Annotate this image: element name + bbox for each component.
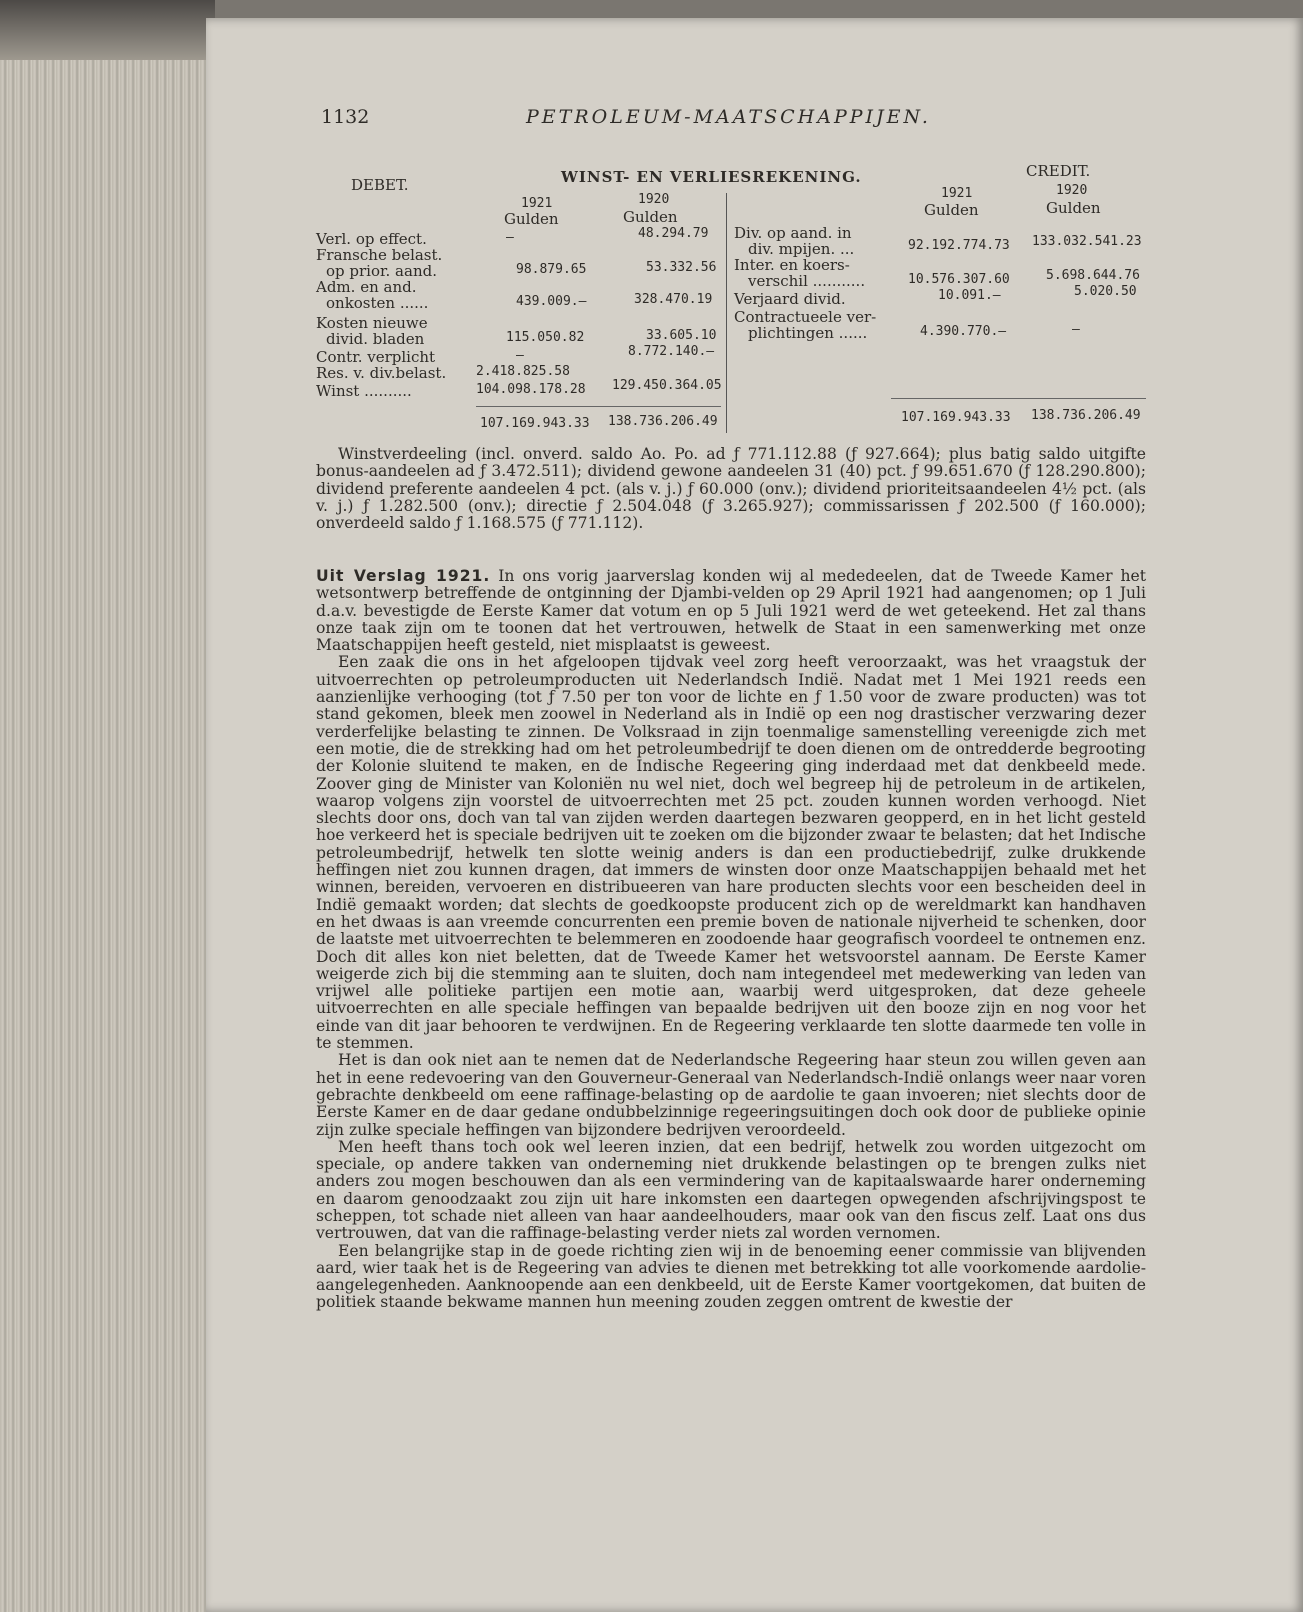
- credit-row-label-cont: div. mpijen. ...: [748, 240, 855, 258]
- report-heading: Uit Verslag 1921.: [316, 567, 491, 585]
- credit-year-1920: 1920: [1056, 183, 1088, 198]
- profit-loss-account: [316, 162, 1146, 438]
- debit-row-1920: 48.294.79: [638, 226, 709, 241]
- credit-row-1920: 133.032.541.23: [1032, 234, 1142, 249]
- credit-label: CREDIT.: [1026, 162, 1091, 180]
- debit-unit-1920: Gulden: [623, 208, 678, 226]
- credit-total-rule: [891, 398, 1146, 399]
- debit-row-1921: —: [516, 348, 524, 363]
- book-shadow: [0, 0, 215, 60]
- page-number: 1132: [321, 106, 370, 128]
- credit-total-1921: 107.169.943.33: [901, 410, 1011, 425]
- credit-row-1921: 92.192.774.73: [908, 238, 1010, 253]
- credit-row-label-cont: verschil ...........: [748, 272, 866, 290]
- debit-row-label-cont: onkosten ......: [326, 294, 429, 312]
- ledger-title: WINST- EN VERLIESREKENING.: [561, 168, 862, 186]
- credit-row-label: Div. op aand. in: [734, 224, 852, 242]
- running-title: PETROLEUM-MAATSCHAPPIJEN.: [526, 106, 931, 128]
- book-page-edges: [0, 0, 215, 1612]
- debit-row-1921: 98.879.65: [516, 262, 587, 277]
- credit-unit-1920: Gulden: [1046, 199, 1101, 217]
- report-paragraph-1: Uit Verslag 1921. In ons vorig jaarverslag konden wij al mededeelen, dat de Tweede Kamer het wetsontwerp betreffende de ontginning der Djambi-velden op 29 April 1921 had aangenomen; op 1 Juli d.a.v. bevestigde de Eerste Kamer dat votum en op 5 Juli 1921 werd de wet geteekend. Het zal thans onze taak zijn om te toonen dat het vertrouwen, hetwelk de Staat in een samenwerking met onze Maatschappijen heeft gesteld, niet misplaatst is geweest.: [316, 567, 1146, 655]
- report-paragraph: Men heeft thans toch ook wel leeren inzien, dat een bedrijf, hetwelk zou worden uitgezocht om speciale, op andere takken van onderneming niet drukkende belastingen op te brengen zulks niet anders zou mogen beschouwen dan als een vermindering van de kapitaalswaarde harer onderneming en daarom genoodzaakt zou zijn uit hare inkomsten een daartegen opwegenden afschrijvingspost te scheppen, tot schade niet alleen van haar aandeelhouders, maar ook van den fiscus zelf. Laat ons dus vertrouwen, dat van die raffinage-belasting verder niets zal worden vernomen.: [316, 1137, 1146, 1243]
- credit-row-1921: 10.091.—: [938, 288, 1001, 303]
- book-page: [206, 18, 1303, 1612]
- debit-row-1920: 8.772.140.—: [628, 344, 715, 359]
- debit-row-1920: 129.450.364.05: [612, 378, 722, 393]
- debit-row-label: Contr. verplicht: [316, 348, 436, 366]
- annual-report-excerpt: [316, 568, 1146, 1312]
- distribution-text: Winstverdeeling (incl. onverd. saldo Ao. Po. ad ƒ 771.112.88 (ƒ 927.664); plus batig saldo uitgifte bonus-aandeelen ad ƒ 3.472.511); dividend gewone aandeelen 31 (40) pct. ƒ 99.651.670 (ƒ 128.290.800); dividend preferente aandeelen 4 pct. (als v. j.) ƒ 60.000 (onv.); dividend prioriteitsaandeelen 4½ pct. (als v. j.) ƒ 1.282.500 (onv.); directie ƒ 2.504.048 (ƒ 3.265.927); commissarissen ƒ 202.500 (ƒ 160.000); onverdeeld saldo ƒ 1.168.575 (ƒ 771.112).: [316, 445, 1146, 533]
- report-paragraph: Een belangrijke stap in de goede richting zien wij in de benoeming eener commissie van blijvenden aard, wier taak het is de Regeering van advies te dienen met betrekking tot alle voorkomende aardolie-aangelegenheden. Aanknoopende aan een denkbeeld, uit de Eerste Kamer voortgekomen, dat buiten de politiek staande bekwame mannen hun meening zouden zeggen omtrent de kwestie der: [316, 1241, 1146, 1312]
- credit-row-label-cont: plichtingen ......: [748, 324, 868, 342]
- debit-unit-1921: Gulden: [504, 210, 559, 228]
- credit-row-1920: 5.020.50: [1074, 284, 1137, 299]
- debit-year-1921: 1921: [521, 196, 553, 211]
- report-paragraph: Het is dan ook niet aan te nemen dat de Nederlandsche Regeering haar steun zou willen geven aan het in eene redevoering van den Gouverneur-Generaal van Nederlandsch-Indië onlangs weer naar voren gebrachte denkbeeld om eene raffinage-belasting op de aardolie te gaan invoeren; niet slechts door de Eerste Kamer en de daar gedane ondubbelzinnige regeeringsuitingen doch ook door de publieke opinie zijn zulke speciale heffingen van bijzondere bedrijven veroordeeld.: [316, 1051, 1146, 1139]
- debit-row-label: Fransche belast.: [316, 246, 443, 264]
- debit-row-1921: 104.098.178.28: [476, 382, 586, 397]
- credit-row-1920: —: [1072, 322, 1080, 337]
- profit-distribution: [316, 446, 1146, 532]
- debit-row-label: Res. v. div.belast.: [316, 364, 447, 382]
- debit-row-label: Verl. op effect.: [316, 230, 427, 248]
- debit-row-label-cont: op prior. aand.: [326, 262, 437, 280]
- debit-total-1920: 138.736.206.49: [608, 414, 718, 429]
- debit-row-1921: 2.418.825.58: [476, 364, 570, 379]
- credit-row-label: Inter. en koers-: [734, 256, 850, 274]
- debit-row-label: Adm. en and.: [316, 278, 417, 296]
- debit-year-1920: 1920: [638, 192, 670, 207]
- credit-total-1920: 138.736.206.49: [1031, 408, 1141, 423]
- credit-row-1921: 4.390.770.—: [920, 324, 1007, 339]
- credit-unit-1921: Gulden: [924, 201, 979, 219]
- credit-row-label: Verjaard divid.: [734, 290, 846, 308]
- ledger-divider: [726, 193, 727, 433]
- debit-row-1921: 439.009.—: [516, 294, 587, 309]
- credit-row-label: Contractueele ver-: [734, 308, 877, 326]
- debit-label: DEBET.: [351, 176, 409, 194]
- debit-row-label: Winst ..........: [316, 382, 412, 400]
- debit-row-1920: 33.605.10: [646, 328, 717, 343]
- debit-row-1920: 53.332.56: [646, 260, 717, 275]
- credit-row-1921: 10.576.307.60: [908, 272, 1010, 287]
- debit-row-1920: 328.470.19: [634, 292, 713, 307]
- credit-row-1920: 5.698.644.76: [1046, 268, 1140, 283]
- debit-row-1921: —: [506, 230, 514, 245]
- debit-row-1921: 115.050.82: [506, 330, 585, 345]
- debit-total-1921: 107.169.943.33: [480, 416, 590, 431]
- debit-row-label-cont: divid. bladen: [326, 330, 425, 348]
- report-paragraph: Een zaak die ons in het afgeloopen tijdvak veel zorg heeft veroorzaakt, was het vraagstuk der uitvoerrechten op petroleumproducten uit Nederlandsch Indië. Nadat met 1 Mei 1921 reeds een aanzienlijke verhooging (tot ƒ 7.50 per ton voor de lichte en ƒ 1.50 voor de zware producten) was tot stand gekomen, bleek men zoowel in Nederland als in Indië op een nog drastischer verzwaring dezer verderfelijke belasting te zinnen. De Volksraad in zijn toenmalige samenstelling vereenigde zich met een motie, die de strekking had om het petroleumbedrijf te doen dienen om de ontredderde begrooting der Kolonie sluitend te maken, en de Indische Regeering ging inderdaad met dat denkbeeld mede. Zoover ging de Minister van Koloniën nu wel niet, doch wel begreep hij de petroleum in de artikelen, waarop volgens zijn voorstel de uitvoerrechten met 25 pct. zouden kunnen worden verhoogd. Niet slechts door ons, doch van tal van zijden werden daartegen bezwaren geopperd, en in het licht gesteld hoe verkeerd het is speciale bedrijven uit te zoeken om die bijzonder zwaar te belasten; dat het Indische petroleumbedrijf, hetwelk ten slotte weinig anders is dan een productiebedrijf, zulke drukkende heffingen niet zou kunnen dragen, dat immers de winsten door onze Maatschappijen behaald met het winnen, bereiden, vervoeren en distribueeren van hare producten slechts voor een bescheiden deel in Indië gemaakt worden; dat slechts de goedkoopste producent zich op de wereldmarkt kan handhaven en het dwaas is aan vreemde concurrenten een premie boven de nationale nijverheid te schenken, door de laatste met uitvoerrechten te belemmeren en zoodoende haar geografisch voordeel te ontnemen enz. Doch dit alles kon niet beletten, dat de Tweede Kamer het wetsvoorstel aannam. De Eerste Kamer weigerde zich bij die stemming aan te sluiten, doch nam integendeel met medewerking van leden van vrijwel alle politieke partijen een motie aan, waarbij werd uitgesproken, dat deze geheele uitvoerrechten en alle speciale heffingen van bepaalde bedrijven uit den booze zijn en nog voor het einde van dit jaar behooren te verdwijnen. En de Regeering verklaarde ten slotte daarmede ten volle in te stemmen.: [316, 653, 1146, 1053]
- credit-year-1921: 1921: [941, 186, 973, 201]
- debit-total-rule: [476, 406, 721, 407]
- debit-row-label: Kosten nieuwe: [316, 314, 428, 332]
